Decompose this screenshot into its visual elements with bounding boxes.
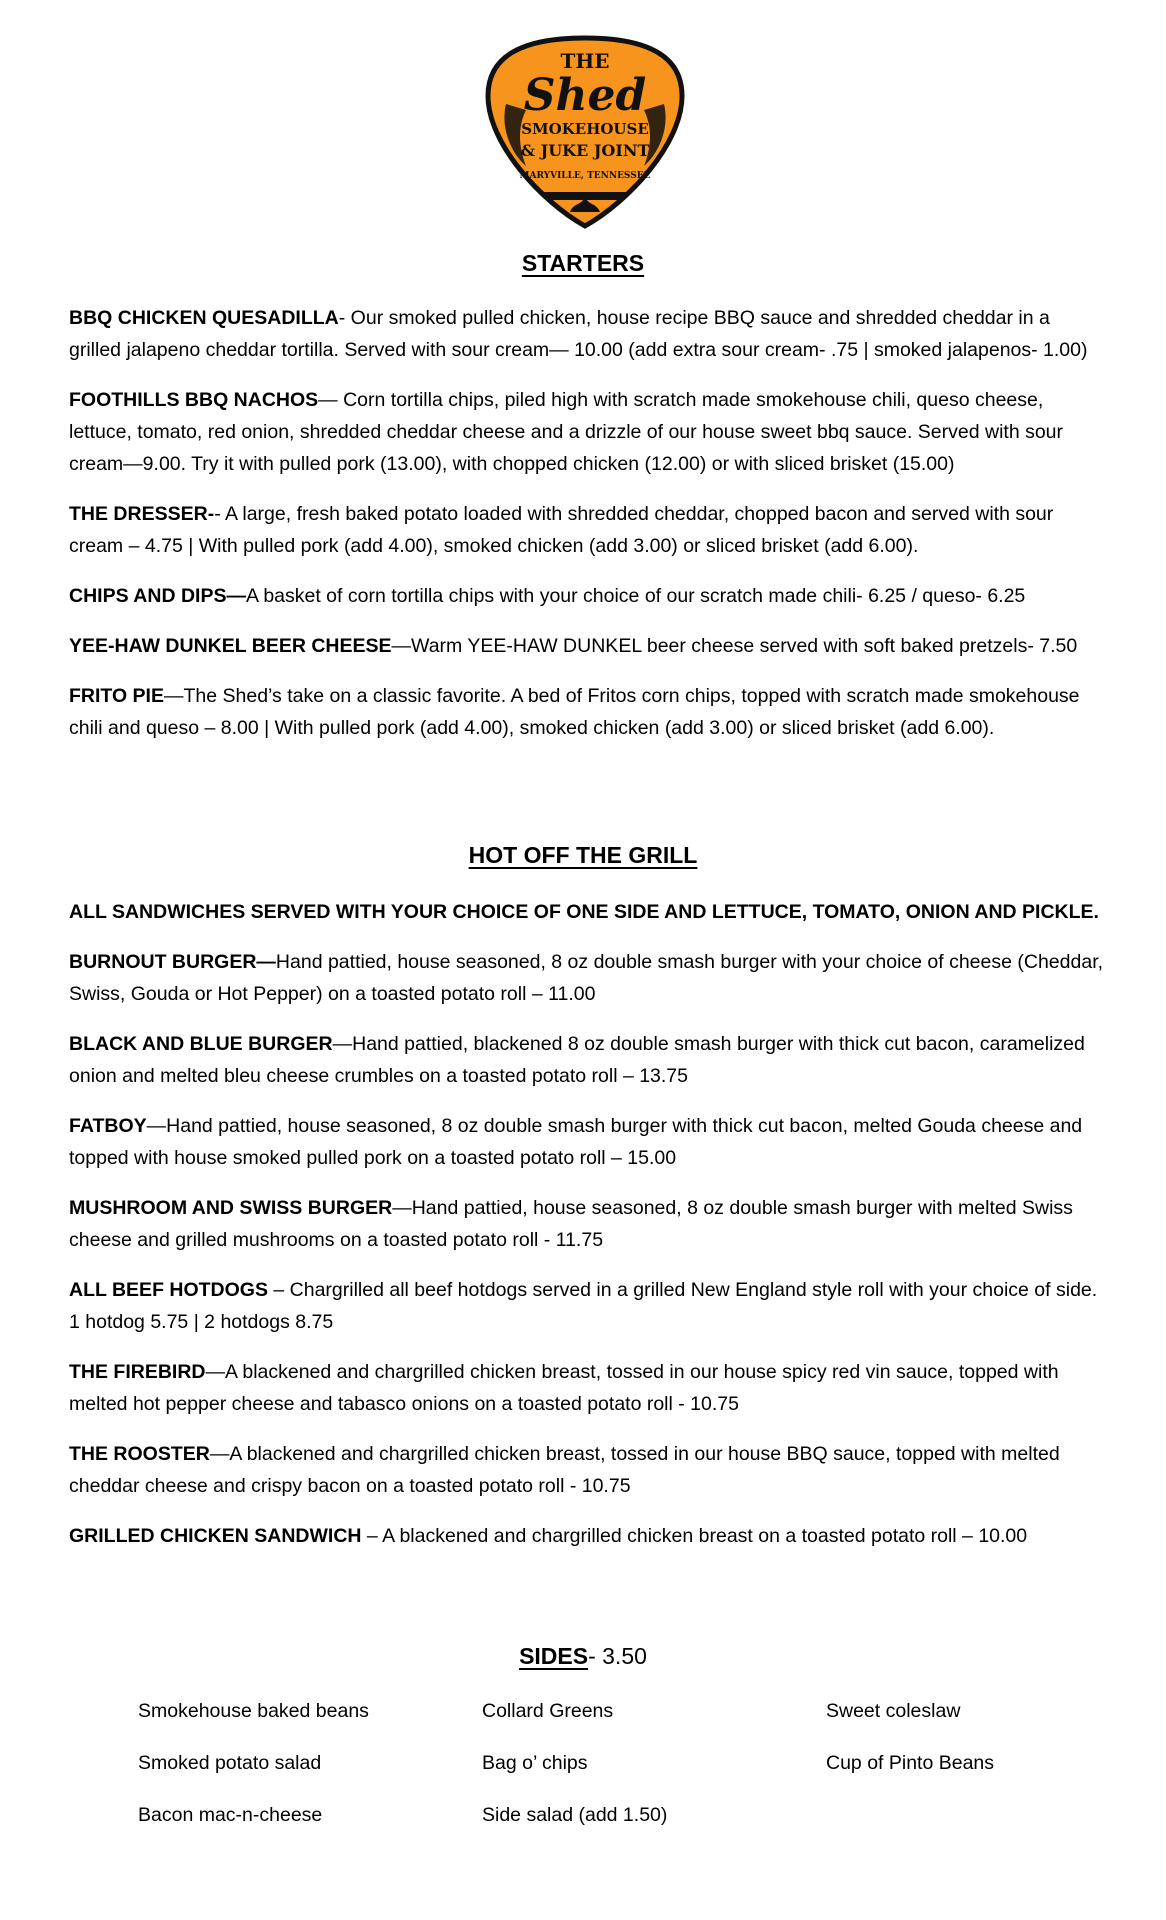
menu-item — [69, 1110, 1105, 1174]
menu-item — [69, 1028, 1105, 1092]
menu-item — [69, 680, 1105, 744]
sides-title: SIDES — [519, 1643, 589, 1669]
menu-item — [69, 498, 1105, 562]
item-desc: —A blackened and chargrilled chicken breast, tossed in our house spicy red vin sauce, topped with melted hot pepper cheese and tabasco onions on a toasted potato roll - 10.75 — [69, 1361, 1059, 1415]
sandwich-note: ALL SANDWICHES SERVED WITH YOUR CHOICE OF ONE SIDE AND LETTUCE, TOMATO, ONION AND PICKLE. — [69, 901, 1099, 923]
item-desc: —Hand pattied, house seasoned, 8 oz double smash burger with thick cut bacon, melted Gouda cheese and topped with house smoked pulled pork on a toasted potato roll – 15.00 — [69, 1115, 1083, 1169]
item-name: THE DRESSER- — [69, 503, 215, 525]
item-desc: A basket of corn tortilla chips with your choice of our scratch made chili- 6.25 / queso- 6.25 — [245, 585, 1026, 607]
item-name: MUSHROOM AND SWISS BURGER — [69, 1197, 393, 1219]
sides-price: - 3.50 — [588, 1643, 647, 1669]
side-item: Cup of Pinto Beans — [826, 1752, 995, 1774]
menu-item — [69, 580, 1105, 612]
item-desc: —The Shed’s take on a classic favorite. A bed of Fritos corn chips, topped with scratch made smokehouse chili and queso – 8.00 | With pulled pork (add 4.00), smoked chicken (add 3.00) or sliced brisket (add 6.00). — [69, 685, 1080, 739]
menu-item — [69, 630, 1105, 662]
side-item: Side salad (add 1.50) — [482, 1804, 668, 1826]
item-name: BURNOUT BURGER— — [69, 951, 276, 973]
item-desc: Hand pattied, house seasoned, 8 oz double smash burger with your choice of cheese (Cheddar, Swiss, Gouda or Hot Pepper) on a toasted potato roll – 11.00 — [69, 951, 1104, 1005]
guitar-pick-logo-icon — [482, 34, 688, 230]
item-name: GRILLED CHICKEN SANDWICH — [69, 1525, 362, 1547]
item-desc: - A large, fresh baked potato loaded with shredded cheddar, chopped bacon and served with sour cream – 4.75 | With pulled pork (add 4.00), smoked chicken (add 3.00) or sliced brisket (add 6.00). — [69, 503, 1054, 557]
side-item: Bag o’ chips — [482, 1752, 588, 1774]
item-desc: - Our smoked pulled chicken, house recipe BBQ sauce and shredded cheddar in a grilled jalapeno cheddar tortilla. Served with sour cream— 10.00 (add extra sour cream- .75 | smoked jalapenos- 1.00) — [69, 307, 1088, 361]
menu-item — [69, 1520, 1105, 1552]
menu-item — [69, 1274, 1105, 1338]
item-desc: – Chargrilled all beef hotdogs served in a grilled New England style roll with your choice of side. 1 hotdog 5.75 | 2 hotdogs 8.75 — [69, 1279, 1098, 1333]
grill-list — [69, 896, 1105, 1552]
starters-list — [69, 302, 1105, 744]
sides-heading — [0, 1643, 1166, 1670]
item-desc: —Hand pattied, blackened 8 oz double smash burger with thick cut bacon, caramelized onion and melted bleu cheese crumbles on a toasted potato roll – 13.75 — [69, 1033, 1085, 1087]
item-desc: —A blackened and chargrilled chicken breast, tossed in our house BBQ sauce, topped with melted cheddar cheese and crispy bacon on a toasted potato roll - 10.75 — [69, 1443, 1060, 1497]
item-name: FOOTHILLS BBQ NACHOS — [69, 389, 319, 411]
side-item: Collard Greens — [482, 1700, 614, 1722]
side-item: Smokehouse baked beans — [138, 1700, 369, 1722]
item-name: ALL BEEF HOTDOGS — [69, 1279, 268, 1301]
logo-line1: THE — [560, 49, 610, 73]
item-name: CHIPS AND DIPS— — [69, 585, 246, 607]
menu-item — [69, 384, 1105, 480]
item-name: FATBOY — [69, 1115, 147, 1137]
item-name: THE FIREBIRD — [69, 1361, 206, 1383]
logo-line4: & JUKE JOINT — [520, 141, 650, 160]
menu-item — [69, 1438, 1105, 1502]
menu-item — [69, 1192, 1105, 1256]
item-desc: —Warm YEE-HAW DUNKEL beer cheese served with soft baked pretzels- 7.50 — [391, 635, 1078, 657]
grill-heading: HOT OFF THE GRILL — [468, 842, 698, 868]
menu-item — [69, 946, 1105, 1010]
menu-item — [69, 1356, 1105, 1420]
side-item: Sweet coleslaw — [826, 1700, 961, 1722]
starters-heading: STARTERS — [521, 250, 645, 276]
menu-item — [69, 302, 1105, 366]
item-desc: – A blackened and chargrilled chicken breast on a toasted potato roll – 10.00 — [361, 1525, 1028, 1547]
shed-logo — [482, 34, 688, 230]
logo-line5: MARYVILLE, TENNESSEE — [519, 171, 651, 181]
item-name: YEE-HAW DUNKEL BEER CHEESE — [69, 635, 392, 657]
item-name: THE ROOSTER — [69, 1443, 210, 1465]
logo-line2: Shed — [523, 70, 647, 121]
item-name: FRITO PIE — [69, 685, 164, 707]
item-name: BBQ CHICKEN QUESADILLA — [69, 307, 339, 329]
item-name: BLACK AND BLUE BURGER — [69, 1033, 333, 1055]
logo-line3: SMOKEHOUSE — [521, 120, 649, 138]
side-item: Bacon mac-n-cheese — [138, 1804, 323, 1826]
item-desc: —Hand pattied, house seasoned, 8 oz double smash burger with melted Swiss cheese and grilled mushrooms on a toasted potato roll - 11.75 — [69, 1197, 1073, 1251]
item-desc: — Corn tortilla chips, piled high with scratch made smokehouse chili, queso cheese, lettuce, tomato, red onion, shredded cheddar cheese and a drizzle of our house sweet bbq sauce. Served with sour cream—9.00. Try it with pulled pork (13.00), with chopped chicken (12.00) or with sliced brisket (15.00) — [69, 389, 1064, 475]
side-item: Smoked potato salad — [138, 1752, 322, 1774]
